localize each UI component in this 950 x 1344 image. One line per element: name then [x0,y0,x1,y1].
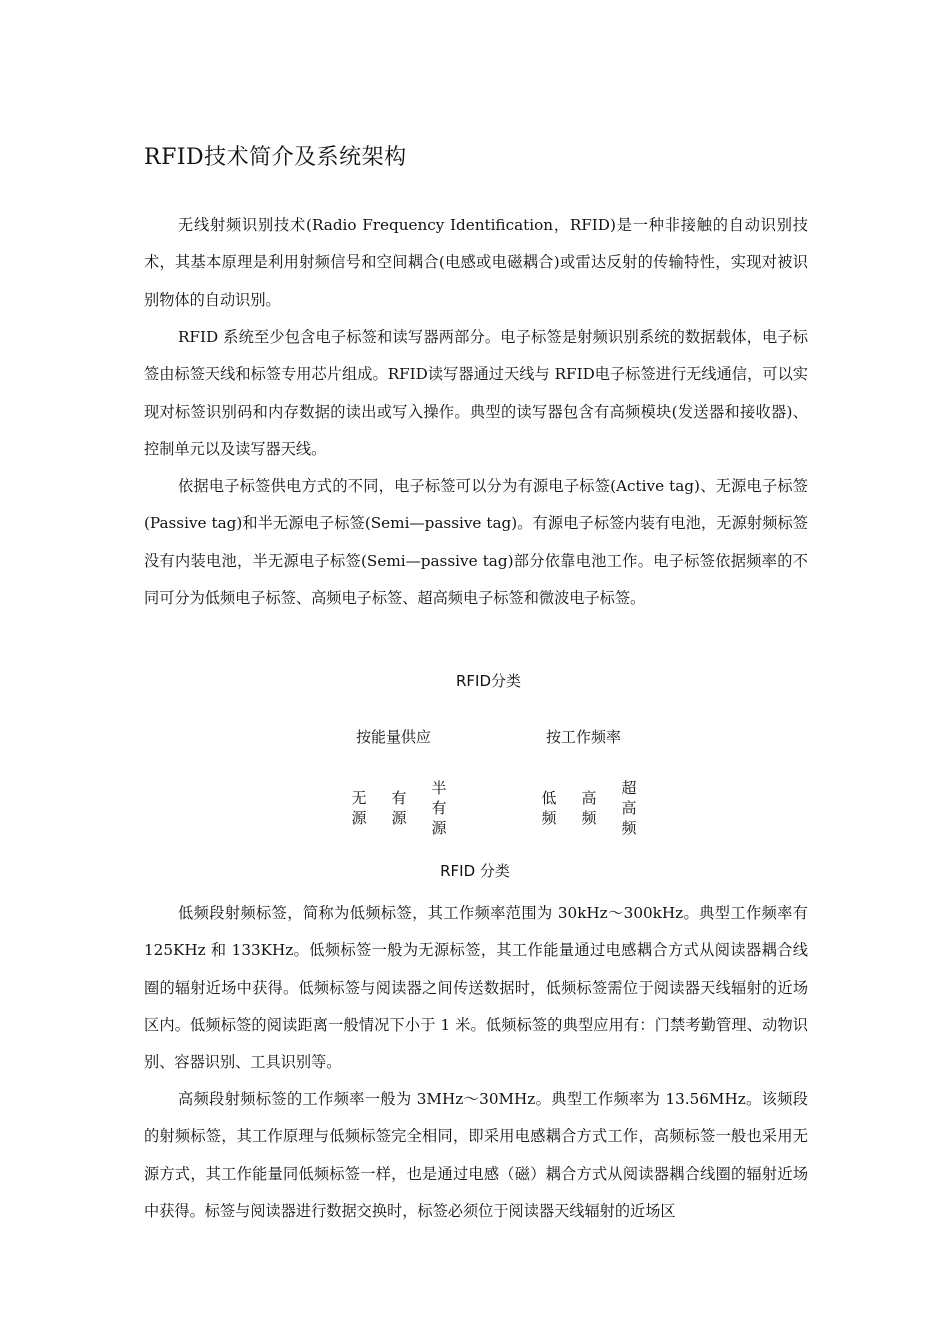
leaf-active-text: 有 源 [391,789,407,827]
leaf-semi-passive [429,778,449,838]
rfid-classification-diagram [0,660,950,850]
paragraph-low-frequency: 低频段射频标签，简称为低频标签，其工作频率范围为 30kHz～300kHz。典型工作频率有 125KHz 和 133KHz。低频标签一般为无源标签，其工作能量通过电感耦合方式从阅读器耦合线圈的辐射近场中获得。低频标签与阅读器之间传送数据时，低频标签需位于阅读器天线辐射的近场区内。低频标签的阅读距离一般情况下小于 1 米。低频标签的典型应用有：门禁考勤管理、动物识别、容器识别、工具识别等。 [144,904,808,1072]
leaf-ultra-high-frequency [619,778,639,838]
document-title: RFID技术简介及系统架构 [144,145,407,170]
figure-caption: RFID 分类 [440,862,510,880]
leaf-high-frequency [579,788,599,828]
leaf-ultra-high-frequency-text: 超 高 频 [621,779,637,837]
paragraph-intro: 无线射频识别技术(Radio Frequency Identification，RFID)是一种非接触的自动识别技术，其基本原理是利用射频信号和空间耦合(电感或电磁耦合)或雷达反射的传输特性，实现对被识别物体的自动识别。 [144,216,808,309]
diagram-group-frequency: 按工作频率 [546,728,622,746]
leaf-semi-passive-text: 半 有 源 [431,779,447,837]
leaf-low-frequency [539,788,559,828]
leaf-passive [349,788,369,828]
paragraph-high-frequency: 高频段射频标签的工作频率一般为 3MHz～30MHz。典型工作频率为 13.56MHz。该频段的射频标签，其工作原理与低频标签完全相同，即采用电感耦合方式工作，高频标签一般也采用无源方式，其工作能量同低频标签一样，也是通过电感（磁）耦合方式从阅读器耦合线圈的辐射近场中获得。标签与阅读器进行数据交换时，标签必须位于阅读器天线辐射的近场区 [144,1090,808,1220]
diagram-group-power: 按能量供应 [356,728,432,746]
leaf-high-frequency-text: 高 频 [581,789,597,827]
leaf-passive-text: 无 源 [351,789,367,827]
leaf-active [389,788,409,828]
leaf-low-frequency-text: 低 频 [541,789,557,827]
paragraph-power-types: 依据电子标签供电方式的不同，电子标签可以分为有源电子标签(Active tag)、无源电子标签(Passive tag)和半无源电子标签(Semi—passive tag)。有源电子标签内装有电池，无源射频标签没有内装电池，半无源电子标签(Semi—passive tag)部分依靠电池工作。电子标签依据频率的不同可分为低频电子标签、高频电子标签、超高频电子标签和微波电子标签。 [144,477,808,607]
paragraph-system: RFID 系统至少包含电子标签和读写器两部分。电子标签是射频识别系统的数据载体，电子标签由标签天线和标签专用芯片组成。RFID读写器通过天线与 RFID电子标签进行无线通信，可以实现对标签识别码和内存数据的读出或写入操作。典型的读写器包含有高频模块(发送器和接收器)、控制单元以及读写器天线。 [144,328,808,458]
diagram-root-label: RFID分类 [456,672,522,690]
